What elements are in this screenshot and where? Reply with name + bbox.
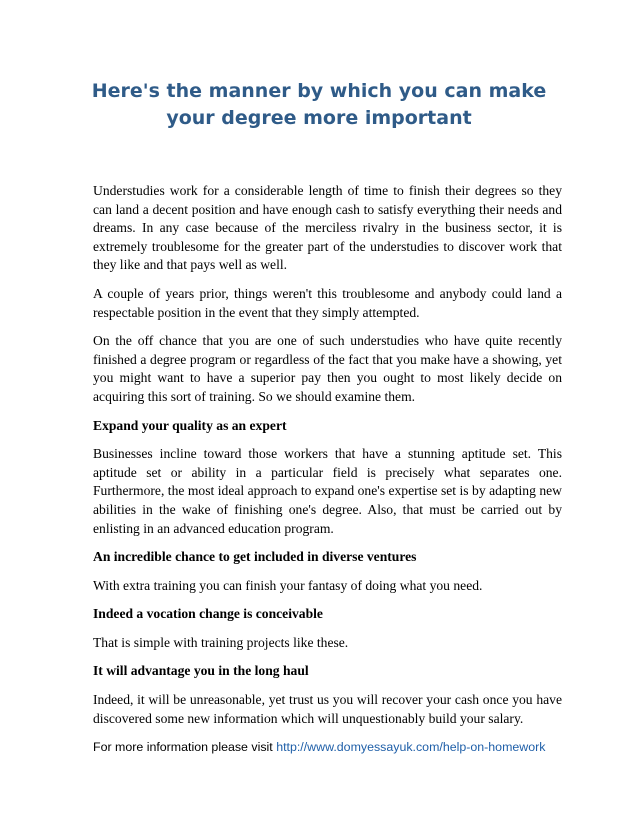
section-heading-expert: Expand your quality as an expert [93,417,287,433]
section-text-ventures: With extra training you can finish your fantasy of doing what you need. [93,577,483,593]
title-line-2: your degree more important [166,107,472,129]
intro-paragraph-3: On the off chance that you are one of such understudies who have quite recently finished a degree program or regardless of the fact that you make have a showing, yet you might want to have a superior pay then you ought to most likely decide on acquiring this sort of training. So we should examine them. [93,333,562,404]
homework-help-link[interactable]: http://www.domyessayuk.com/help-on-homework [276,740,546,755]
footer-text: For more information please visit [93,740,277,755]
footer-line [93,738,562,756]
section-text-vocation: That is simple with training projects like these. [93,634,349,650]
section-text-long-haul: Indeed, it will be unreasonable, yet trust us you will recover your cash once you have discovered some new information which will unquestionably build your salary. [93,692,562,726]
intro-paragraph-2: A couple of years prior, things weren't this troublesome and anybody could land a respectable position in the event that they simply attempted. [93,285,562,320]
document-title [60,78,578,132]
intro-paragraph-1: Understudies work for a considerable length of time to finish their degrees so they can land a decent position and have enough cash to satisfy everything their needs and dreams. In any case because of the merciless rivalry in the business sector, it is extremely troublesome for the greater part of the understudies to discover work that they like and that pays well as well. [93,183,562,273]
section-heading-ventures: An incredible chance to get included in diverse ventures [93,549,417,565]
document-body [93,182,562,766]
section-text-expert: Businesses incline toward those workers that have a stunning aptitude set. This aptitude set or ability in a particular field is precisely what separates one. Furthermore, the most ideal approach to expand one's expertise set is by adapting new abilities in the wake of finishing one's degree. Also, that must be carried out by enlisting in an advanced education program. [93,446,562,536]
section-heading-long-haul: It will advantage you in the long haul [93,663,309,679]
section-heading-vocation: Indeed a vocation change is conceivable [93,606,323,622]
title-line-1: Here's the manner by which you can make [91,80,547,102]
